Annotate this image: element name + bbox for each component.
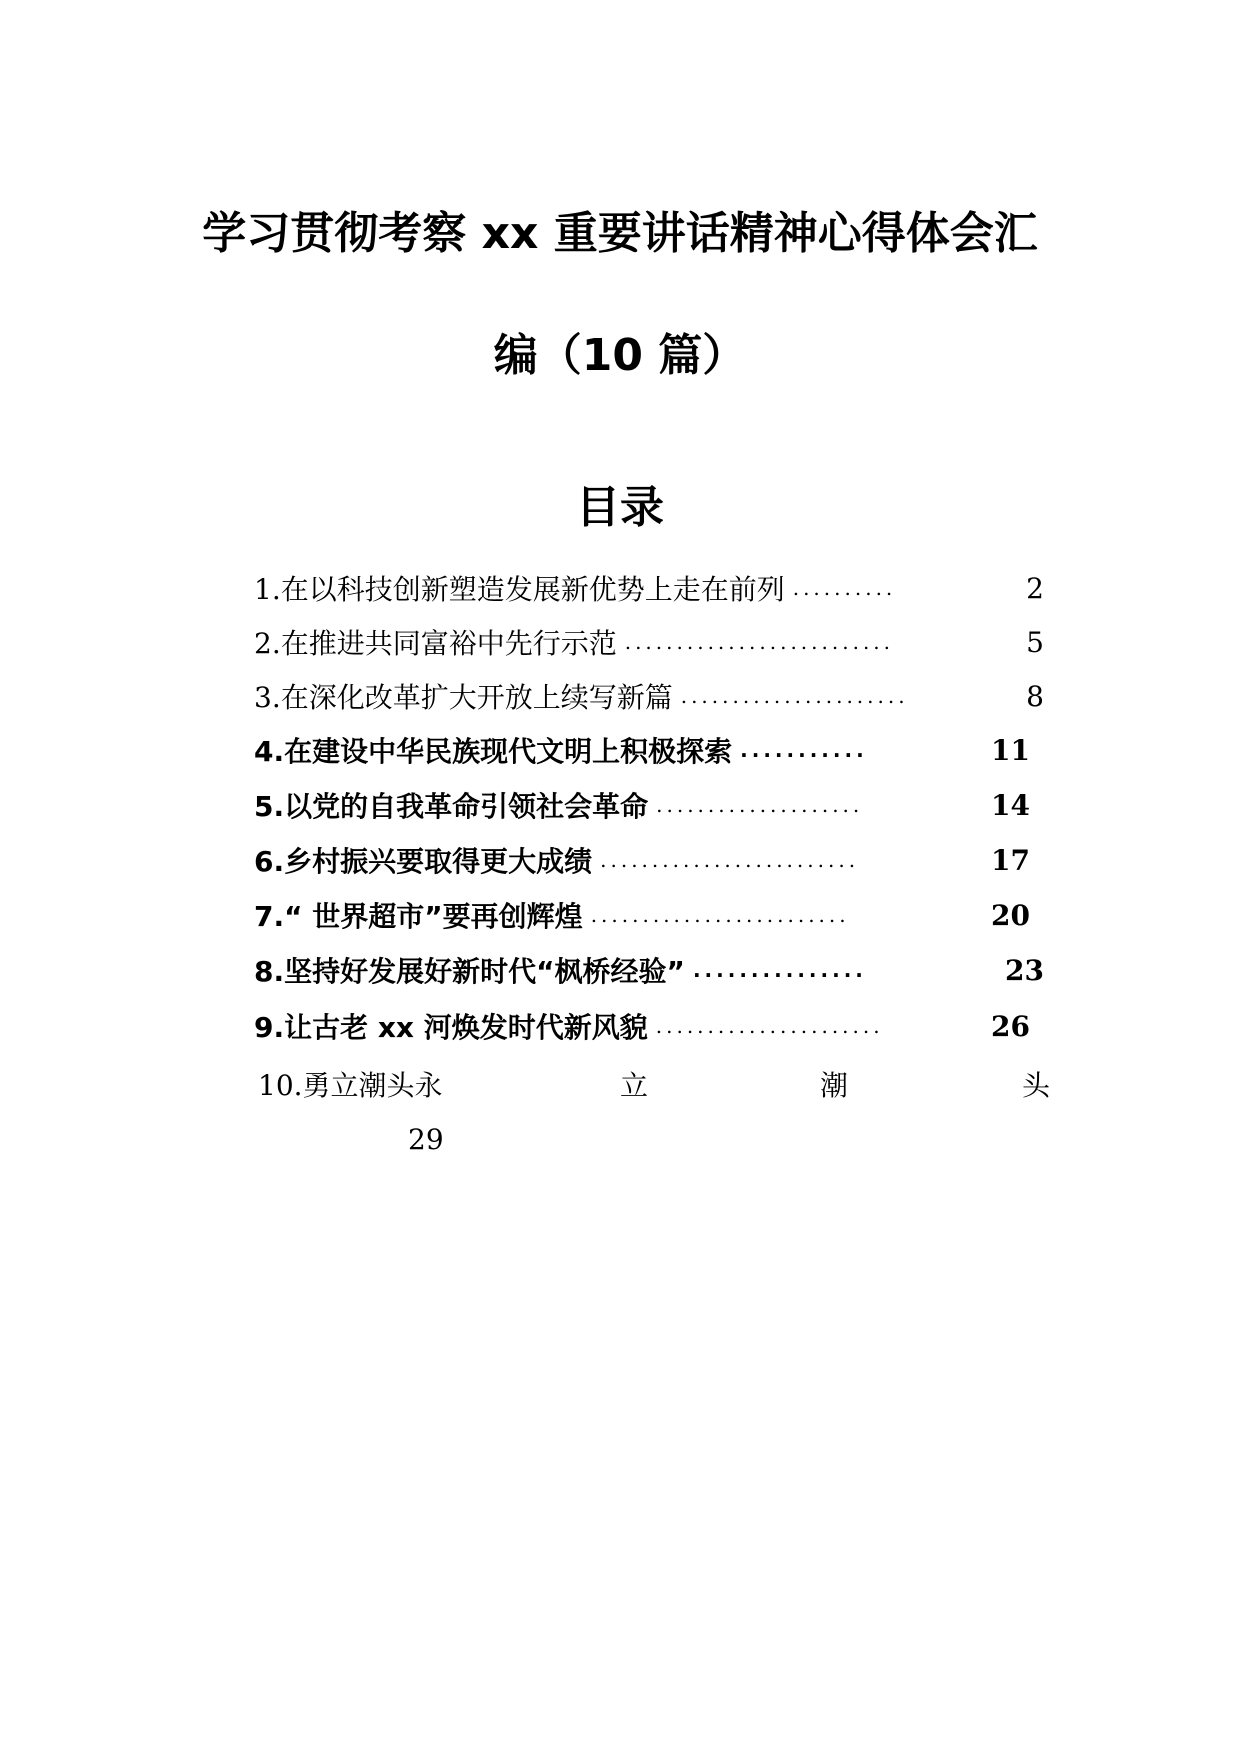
toc-page-number: 23 <box>1005 953 1044 987</box>
document-title-line-1: 学习贯彻考察 xx 重要讲话精神心得体会汇 <box>202 208 1038 259</box>
toc-leader-dots: .................... <box>656 793 864 817</box>
toc-leader-dots: .......................... <box>624 630 895 654</box>
toc-entry-3[interactable] <box>254 676 1044 716</box>
toc-entry-7[interactable] <box>254 895 1044 935</box>
document-title-line-2: 编（10 篇） <box>493 330 747 381</box>
toc-entry-8[interactable] <box>254 950 1044 990</box>
toc-leader-dots: .......... <box>792 576 897 600</box>
toc-entry-title: 5.以党的自我革命引领社会革命 <box>254 790 649 823</box>
toc-entry-title-part: 头 <box>1021 1069 1050 1102</box>
toc-entry-title: 1.在以科技创新塑造发展新优势上走在前列 <box>254 573 785 606</box>
toc-entry-2[interactable] <box>254 622 1044 662</box>
toc-page-number: 20 <box>991 898 1030 932</box>
toc-leader-dots: ...................... <box>680 684 909 708</box>
toc-leader-dots: ........... <box>740 738 868 762</box>
toc-entry-title-part: 10.勇立潮头永 <box>258 1069 443 1102</box>
toc-page-number: 8 <box>1026 679 1044 713</box>
toc-entry-6[interactable] <box>254 840 1044 880</box>
toc-entry-4[interactable] <box>254 730 1044 770</box>
toc-entry-title-part: 立 <box>620 1069 649 1102</box>
toc-leader-dots: ......................... <box>600 848 860 872</box>
toc-leader-dots: ...................... <box>655 1014 884 1038</box>
toc-heading: 目录 <box>576 482 664 533</box>
toc-page-number: 14 <box>991 788 1030 822</box>
toc-entry-title: 6.乡村振兴要取得更大成绩 <box>254 845 593 878</box>
toc-entry-1[interactable] <box>254 568 1044 608</box>
toc-entry-9[interactable] <box>254 1006 1044 1046</box>
toc-page-number: 17 <box>991 843 1030 877</box>
toc-leader-dots: ......................... <box>590 903 850 927</box>
toc-entry-5[interactable] <box>254 785 1044 825</box>
toc-page-number: 2 <box>1026 571 1044 605</box>
toc-page-number: 29 <box>408 1123 444 1156</box>
toc-entry-title: 8.坚持好发展好新时代“枫桥经验” <box>254 955 685 988</box>
toc-entry-title: 7.“ 世界超市”要再创辉煌 <box>254 900 583 933</box>
toc-page-number: 26 <box>991 1009 1030 1043</box>
toc-entry-title-part: 潮 <box>820 1069 849 1102</box>
toc-entry-10[interactable] <box>258 1064 1050 1104</box>
toc-entry-title: 4.在建设中华民族现代文明上积极探索 <box>254 735 733 768</box>
toc-entry-title: 3.在深化改革扩大开放上续写新篇 <box>254 681 673 714</box>
toc-page-number: 5 <box>1026 625 1044 659</box>
toc-entry-title: 9.让古老 xx 河焕发时代新风貌 <box>254 1011 648 1044</box>
toc-leader-dots: ............... <box>692 958 867 982</box>
toc-page-number: 11 <box>991 733 1030 767</box>
toc-entry-title: 2.在推进共同富裕中先行示范 <box>254 627 617 660</box>
